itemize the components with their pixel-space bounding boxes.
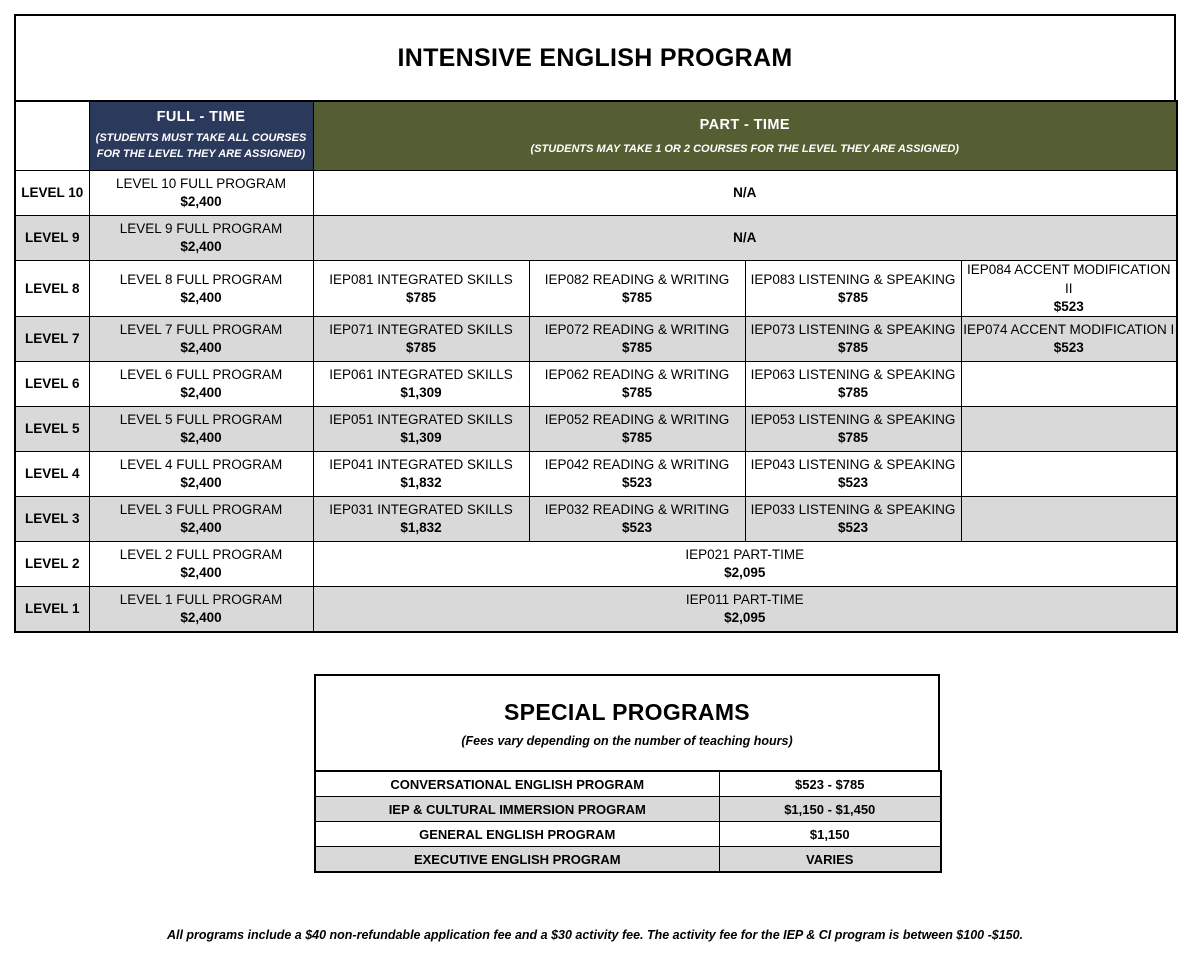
part-time-course-price: $785 (621, 340, 653, 356)
special-program-row (315, 822, 941, 847)
special-program-name: EXECUTIVE ENGLISH PROGRAM (315, 847, 719, 873)
part-time-course-price: $523 (1053, 298, 1084, 314)
special-programs-table (314, 674, 940, 873)
main-title-box (14, 14, 1176, 100)
full-time-cell (89, 452, 313, 497)
table-row (15, 171, 1177, 216)
full-time-price: $2,400 (180, 194, 222, 210)
level-label-cell: LEVEL 1 (15, 587, 89, 633)
part-time-empty-cell (961, 497, 1177, 542)
full-time-program-name: LEVEL 7 FULL PROGRAM (119, 321, 283, 337)
part-time-merged-cell (313, 542, 1177, 587)
full-time-cell (89, 261, 313, 317)
part-time-course-cell (313, 407, 529, 452)
full-time-price: $2,400 (180, 520, 222, 536)
part-time-course-cell (529, 261, 745, 317)
table-row (15, 261, 1177, 317)
part-time-course-name: IEP073 LISTENING & SPEAKING (750, 321, 956, 337)
full-time-program-name: LEVEL 6 FULL PROGRAM (119, 366, 283, 382)
full-time-program-name: LEVEL 1 FULL PROGRAM (119, 591, 283, 607)
part-time-course-price: $1,832 (400, 475, 442, 491)
part-time-course-price: $2,095 (724, 565, 766, 581)
part-time-course-cell (745, 317, 961, 362)
part-time-course-name: IEP083 LISTENING & SPEAKING (750, 271, 956, 287)
full-time-program-name: LEVEL 3 FULL PROGRAM (119, 501, 283, 517)
part-time-course-price: $785 (837, 385, 869, 401)
full-time-cell (89, 317, 313, 362)
full-time-program-name: LEVEL 2 FULL PROGRAM (119, 546, 283, 562)
part-time-merged-cell (313, 587, 1177, 633)
part-time-course-cell (745, 452, 961, 497)
part-time-course-price: $785 (837, 289, 869, 305)
part-time-course-cell (313, 452, 529, 497)
part-time-course-price: $785 (621, 289, 653, 305)
special-program-fee: $523 - $785 (719, 771, 941, 797)
part-time-course-name: IEP084 ACCENT MODIFICATION II (966, 262, 1171, 296)
part-time-course-name: IEP063 LISTENING & SPEAKING (750, 366, 956, 382)
part-time-course-name: IEP031 INTEGRATED SKILLS (329, 501, 513, 517)
part-time-course-cell (745, 261, 961, 317)
level-label-cell: LEVEL 9 (15, 216, 89, 261)
part-time-course-cell (745, 407, 961, 452)
full-time-program-name: LEVEL 8 FULL PROGRAM (119, 271, 283, 287)
part-time-course-name: IEP074 ACCENT MODIFICATION I (963, 321, 1175, 337)
part-time-course-price: $523 (621, 475, 653, 491)
table-row (15, 317, 1177, 362)
special-program-name: CONVERSATIONAL ENGLISH PROGRAM (315, 771, 719, 797)
part-time-course-price: $785 (837, 340, 869, 356)
page-title: INTENSIVE ENGLISH PROGRAM (397, 43, 793, 72)
part-time-course-name: IEP071 INTEGRATED SKILLS (329, 321, 513, 337)
table-row (15, 542, 1177, 587)
level-label-cell: LEVEL 3 (15, 497, 89, 542)
table-row (15, 497, 1177, 542)
part-time-course-name: IEP033 LISTENING & SPEAKING (750, 501, 956, 517)
part-time-course-cell (745, 362, 961, 407)
part-time-course-cell (313, 317, 529, 362)
part-time-empty-cell (961, 362, 1177, 407)
part-time-course-name: IEP043 LISTENING & SPEAKING (750, 456, 956, 472)
level-label-cell: LEVEL 5 (15, 407, 89, 452)
part-time-empty-cell (961, 407, 1177, 452)
header-level-blank (15, 101, 89, 171)
part-time-course-name: IEP021 PART-TIME (685, 546, 805, 562)
part-time-course-name: IEP032 READING & WRITING (544, 501, 730, 517)
part-time-course-price: $523 (837, 520, 869, 536)
part-time-course-name: IEP052 READING & WRITING (544, 411, 730, 427)
table-header-row (15, 101, 1177, 171)
full-time-cell (89, 497, 313, 542)
part-time-course-price: $785 (837, 430, 869, 446)
part-time-course-price: $523 (1053, 340, 1084, 356)
part-time-course-price: $523 (837, 475, 869, 491)
part-time-course-cell (529, 317, 745, 362)
part-time-course-name: IEP011 PART-TIME (685, 591, 804, 607)
special-programs-title: SPECIAL PROGRAMS (504, 698, 750, 725)
part-time-course-cell (529, 362, 745, 407)
special-program-row (315, 771, 941, 797)
table-row (15, 452, 1177, 497)
special-programs-fee-table (314, 770, 942, 873)
full-time-price: $2,400 (180, 385, 222, 401)
table-row (15, 587, 1177, 633)
part-time-course-name: IEP053 LISTENING & SPEAKING (750, 411, 956, 427)
part-time-course-name: IEP072 READING & WRITING (544, 321, 730, 337)
part-time-course-price: $785 (405, 340, 437, 356)
special-program-fee: $1,150 (719, 822, 941, 847)
full-time-cell (89, 171, 313, 216)
full-time-program-name: LEVEL 9 FULL PROGRAM (119, 221, 283, 237)
iep-pricing-table (14, 100, 1178, 633)
part-time-course-name: IEP081 INTEGRATED SKILLS (329, 271, 513, 287)
part-time-course-cell (313, 362, 529, 407)
part-time-course-cell (313, 497, 529, 542)
full-time-cell (89, 407, 313, 452)
full-time-cell (89, 362, 313, 407)
part-time-empty-cell (961, 452, 1177, 497)
part-time-course-price: $785 (621, 430, 653, 446)
part-time-course-price: $523 (621, 520, 653, 536)
part-time-course-cell (961, 317, 1177, 362)
footnote: All programs include a $40 non-refundable application fee and a $30 activity fee. The activity fee for the IEP & CI program is between $100 -$150. (166, 928, 1024, 942)
level-label-cell: LEVEL 7 (15, 317, 89, 362)
intensive-english-program-table (14, 14, 1176, 633)
part-time-course-name: IEP062 READING & WRITING (544, 366, 730, 382)
full-time-price: $2,400 (180, 565, 222, 581)
level-label-cell: LEVEL 4 (15, 452, 89, 497)
full-time-program-name: LEVEL 5 FULL PROGRAM (119, 411, 283, 427)
part-time-course-cell (529, 407, 745, 452)
part-time-course-cell (961, 261, 1177, 317)
special-program-fee: $1,150 - $1,450 (719, 797, 941, 822)
full-time-price: $2,400 (180, 430, 222, 446)
level-label-cell: LEVEL 8 (15, 261, 89, 317)
special-programs-subtitle: (Fees vary depending on the number of teaching hours) (461, 733, 793, 748)
full-time-cell (89, 542, 313, 587)
part-time-course-price: $785 (405, 289, 437, 305)
part-time-course-name: IEP051 INTEGRATED SKILLS (329, 411, 513, 427)
special-program-row (315, 797, 941, 822)
part-time-course-price: $1,309 (400, 430, 442, 446)
full-time-price: $2,400 (180, 289, 222, 305)
part-time-course-price: $2,095 (724, 610, 766, 626)
part-time-course-name: IEP042 READING & WRITING (544, 456, 730, 472)
part-time-not-available-cell: N/A (313, 216, 1177, 261)
table-row (15, 362, 1177, 407)
part-time-course-cell (529, 497, 745, 542)
full-time-cell (89, 216, 313, 261)
header-full-time-note-line1: (STUDENTS MUST TAKE ALL COURSES (95, 131, 307, 144)
full-time-program-name: LEVEL 10 FULL PROGRAM (115, 176, 287, 192)
part-time-course-price: $785 (621, 385, 653, 401)
full-time-program-name: LEVEL 4 FULL PROGRAM (119, 456, 283, 472)
part-time-course-cell (313, 261, 529, 317)
header-part-time (313, 101, 1177, 171)
part-time-not-available-cell: N/A (313, 171, 1177, 216)
table-row (15, 407, 1177, 452)
full-time-price: $2,400 (180, 239, 222, 255)
part-time-course-name: IEP041 INTEGRATED SKILLS (329, 456, 513, 472)
header-full-time-note-line2: FOR THE LEVEL THEY ARE ASSIGNED) (96, 147, 306, 160)
full-time-price: $2,400 (180, 475, 222, 491)
full-time-price: $2,400 (180, 340, 222, 356)
header-part-time-note: (STUDENTS MAY TAKE 1 OR 2 COURSES FOR THE LEVEL THEY ARE ASSIGNED) (530, 143, 959, 156)
part-time-course-price: $1,832 (400, 520, 442, 536)
level-label-cell: LEVEL 10 (15, 171, 89, 216)
header-full-time-label: FULL - TIME (156, 109, 246, 125)
full-time-cell (89, 587, 313, 633)
part-time-course-name: IEP061 INTEGRATED SKILLS (329, 366, 513, 382)
part-time-course-price: $1,309 (400, 385, 442, 401)
header-full-time (89, 101, 313, 171)
special-program-name: IEP & CULTURAL IMMERSION PROGRAM (315, 797, 719, 822)
part-time-course-cell (745, 497, 961, 542)
header-part-time-label: PART - TIME (699, 116, 790, 133)
level-label-cell: LEVEL 6 (15, 362, 89, 407)
level-label-cell: LEVEL 2 (15, 542, 89, 587)
special-program-name: GENERAL ENGLISH PROGRAM (315, 822, 719, 847)
special-program-row (315, 847, 941, 873)
special-program-fee: VARIES (719, 847, 941, 873)
special-programs-header (314, 674, 940, 770)
table-row (15, 216, 1177, 261)
part-time-course-name: IEP082 READING & WRITING (544, 271, 730, 287)
full-time-price: $2,400 (180, 610, 222, 626)
part-time-course-cell (529, 452, 745, 497)
